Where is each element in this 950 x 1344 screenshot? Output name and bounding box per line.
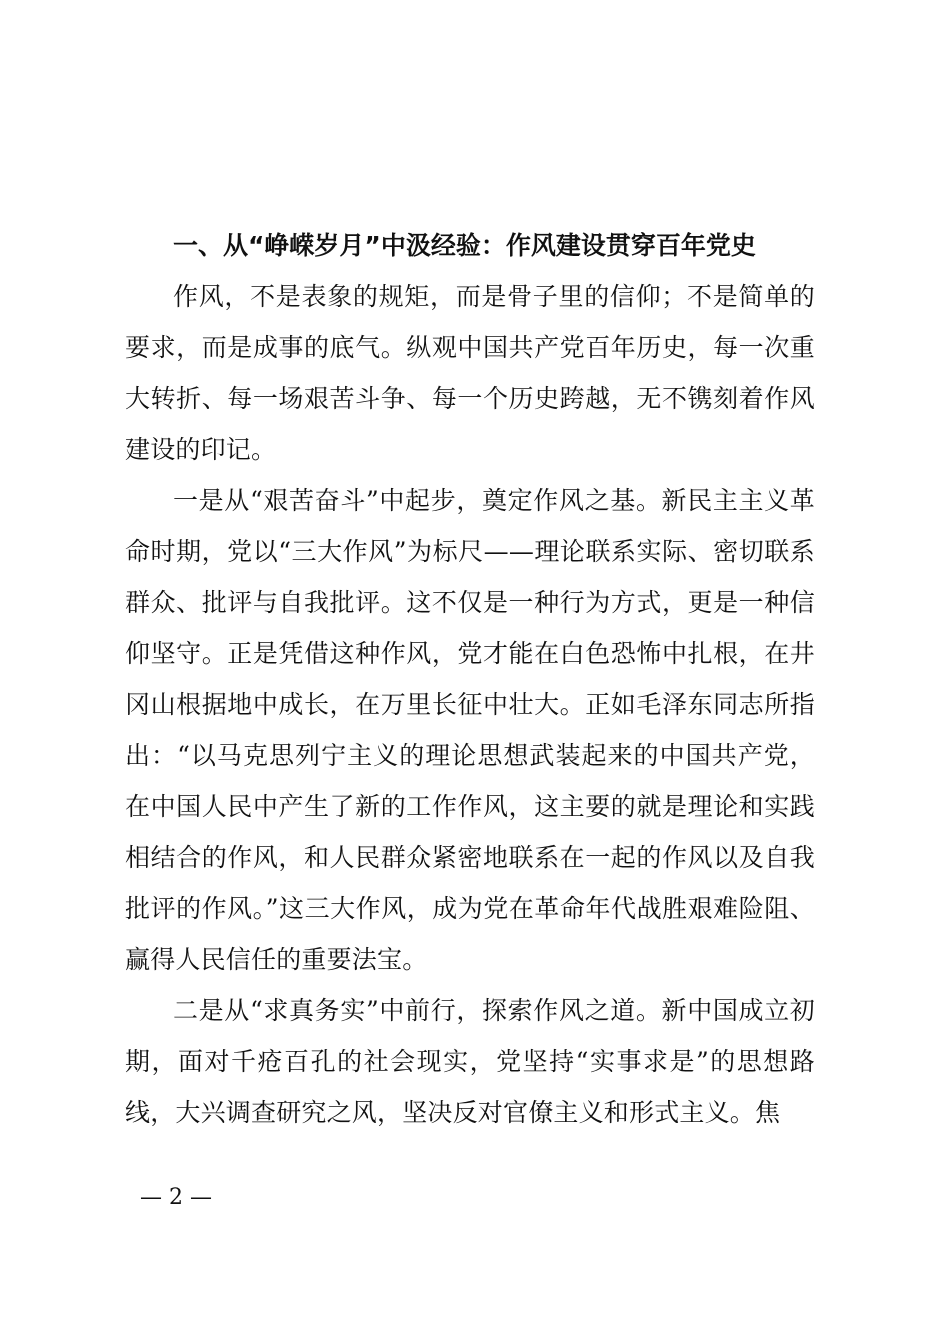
page-number: — 2 — [140,1185,212,1210]
paragraph-intro: 作风，不是表象的规矩，而是骨子里的信仰；不是简单的要求，而是成事的底气。纵观中国共产党百年历史，每一次重大转折、每一场艰苦斗争、每一个历史跨越，无不镌刻着作风建设的印记。 [125,282,815,464]
paragraph-hard-struggle: 一是从“艰苦奋斗”中起步，奠定作风之基。新民主主义革命时期，党以“三大作风”为标尺——理论联系实际、密切联系群众、批评与自我批评。这不仅是一种行为方式，更是一种信仰坚守。正是凭借这种作风，党才能在白色恐怖中扎根，在井冈山根据地中成长，在万里长征中壮大。正如毛泽东同志所指出：“以马克思列宁主义的理论思想武装起来的中国共产党，在中国人民中产生了新的工作作风，这主要的就是理论和实践相结合的作风，和人民群众紧密地联系在一起的作风以及自我批评的作风。”这三大作风，成为党在革命年代战胜艰难险阻、赢得人民信任的重要法宝。 [125,486,815,974]
paragraph-seek-truth: 二是从“求真务实”中前行，探索作风之道。新中国成立初期，面对千疮百孔的社会现实，党坚持“实事求是”的思想路线，大兴调查研究之风，坚决反对官僚主义和形式主义。焦 [125,996,815,1127]
document-body [125,220,815,1138]
section-heading: 一、从“峥嵘岁月”中汲经验：作风建设贯穿百年党史 [173,231,756,260]
